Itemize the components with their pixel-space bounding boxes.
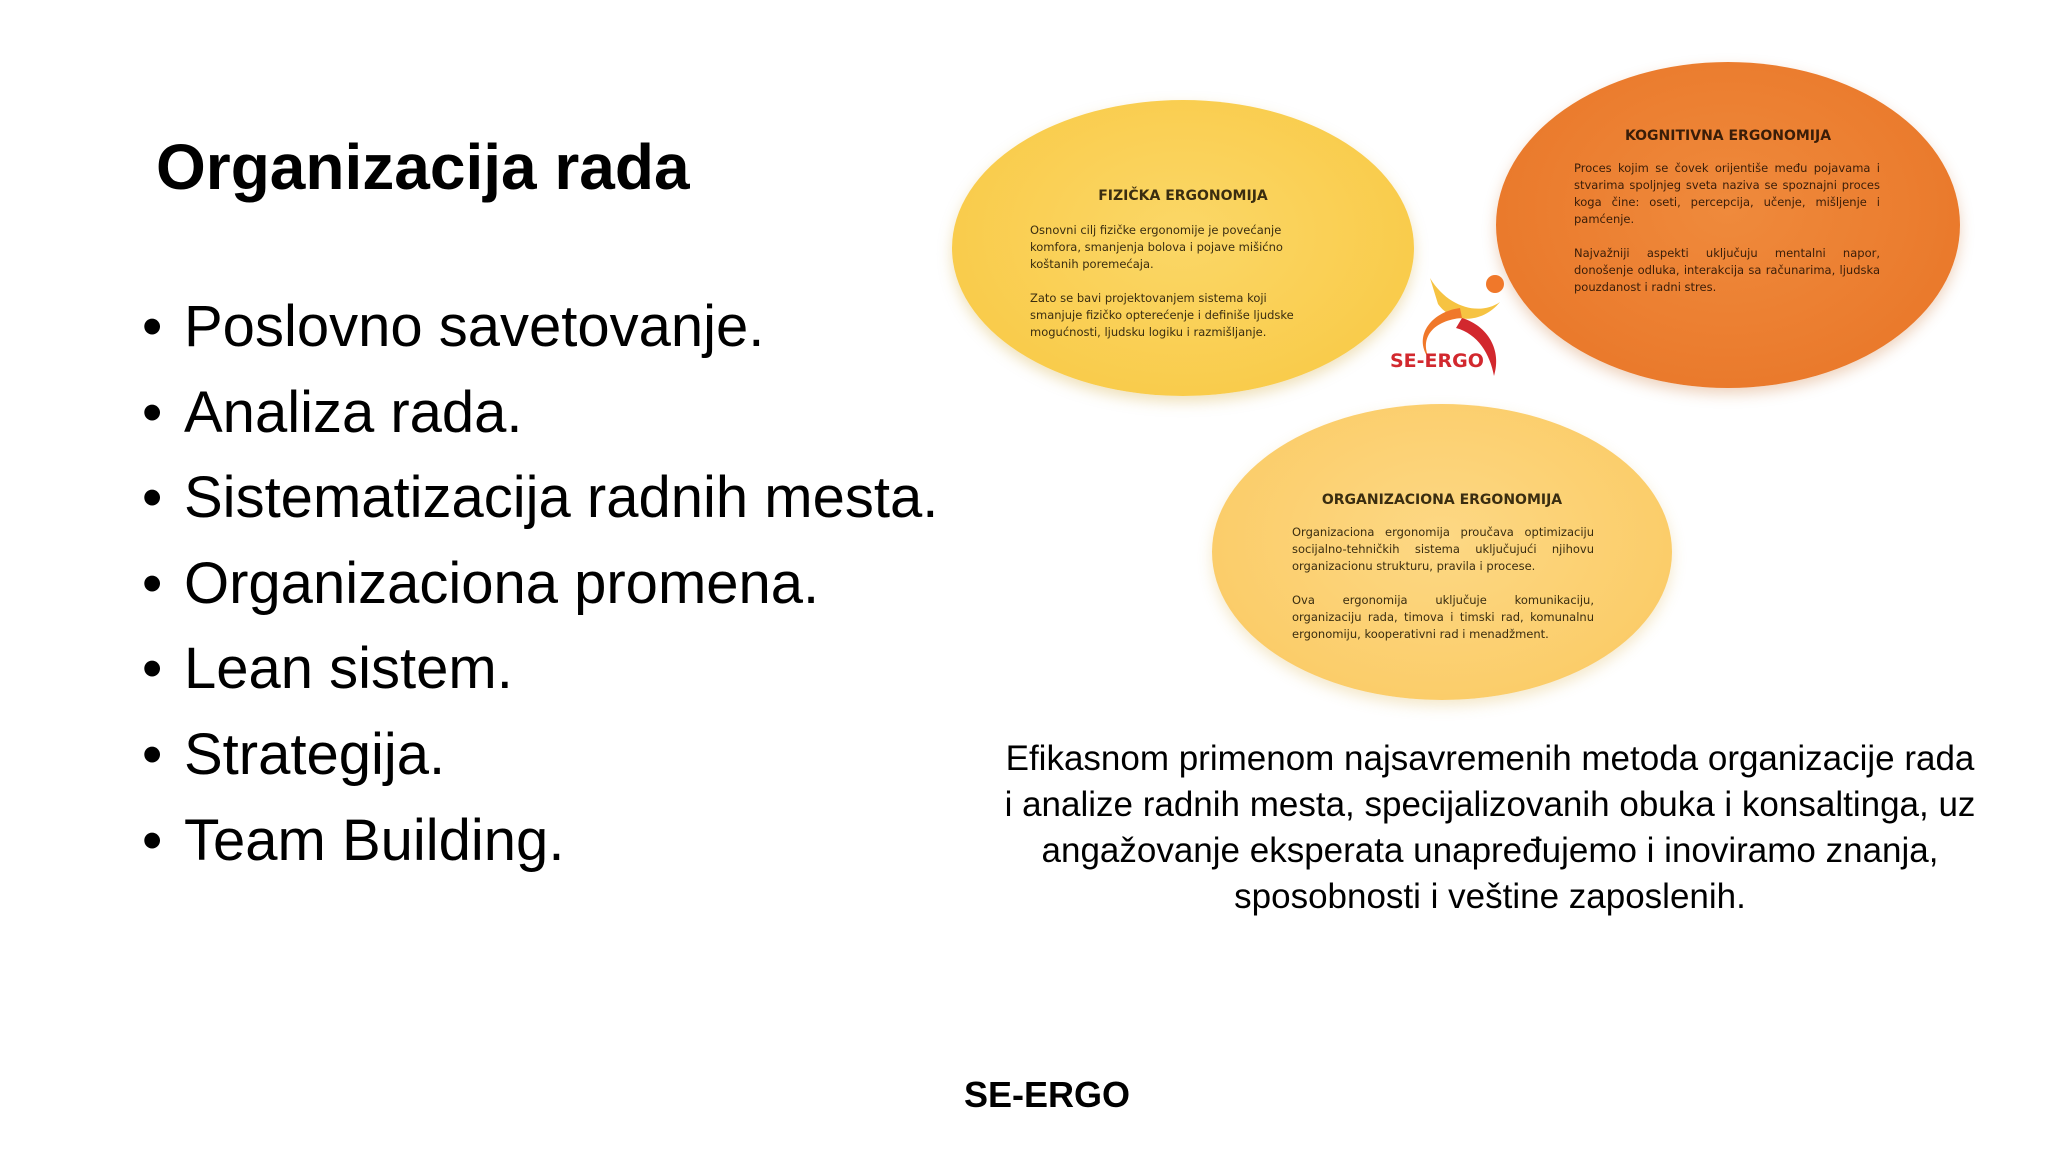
kognitivna-ergonomija-ellipse xyxy=(1496,62,1960,388)
bullet-item xyxy=(142,541,952,627)
ellipse-heading: ORGANIZACIONA ERGONOMIJA xyxy=(1321,492,1563,508)
ergonomics-diagram xyxy=(940,56,1980,712)
bullet-item xyxy=(142,284,952,370)
bullet-dot: • xyxy=(142,465,163,531)
bullet-dot: • xyxy=(142,379,163,445)
bullet-dot: • xyxy=(142,294,163,359)
bullet-item xyxy=(142,712,952,798)
ellipse-body xyxy=(1574,160,1880,313)
ellipse-paragraph: Najvažniji aspekti uključuju mentalni napor, donošenje odluka, interakcija sa računarima, ljudska pouzdanost i radni stres. xyxy=(1574,246,1880,294)
bullet-text: Sistematizacija radnih mesta. xyxy=(184,465,939,531)
bullet-list xyxy=(142,284,952,883)
bullet-dot: • xyxy=(142,721,163,787)
ellipse-body xyxy=(1030,222,1320,358)
fizicka-ergonomija-ellipse xyxy=(952,100,1414,396)
ellipse-paragraph: Zato se bavi projektovanjem sistema koji smanjuje fizičko opterećenje i definiše ljudske mogućnosti, ljudsku logiku i razmišljanje. xyxy=(1030,291,1294,339)
bullet-text: Organizaciona promena. xyxy=(184,550,820,616)
slide-title: Organizacija rada xyxy=(156,131,690,203)
bullet-dot: • xyxy=(142,550,163,616)
bullet-item xyxy=(142,455,952,541)
bullet-dot: • xyxy=(142,636,163,702)
bullet-text: Lean sistem. xyxy=(184,636,513,702)
ellipse-paragraph: Proces kojim se čovek orijentiše među pojavama i stvarima spoljnjeg sveta naziva se spoznajni proces koga čine: oseti, percepcija, učenje, mišljenje i pamćenje. xyxy=(1574,161,1880,226)
bullet-item xyxy=(142,798,952,884)
bullet-text: Poslovno savetovanje. xyxy=(184,294,765,359)
bullet-text: Strategija. xyxy=(184,721,446,787)
ellipse-heading: KOGNITIVNA ERGONOMIJA xyxy=(1624,128,1832,144)
ellipse-paragraph: Ova ergonomija uključuje komunikaciju, organizaciju rada, timova i timski rad, komunalnu ergonomiju, kooperativni rad i menadžment. xyxy=(1292,593,1594,641)
bullet-item xyxy=(142,626,952,712)
se-ergo-logo xyxy=(1390,268,1520,388)
ellipse-paragraph: Organizaciona ergonomija proučava optimizaciju socijalno-tehničkih sistema uključujući njihovu organizacionu strukturu, pravila i procese. xyxy=(1292,525,1594,573)
ellipse-heading: FIZIČKA ERGONOMIJA xyxy=(1098,188,1268,204)
caption-text: Efikasnom primenom najsavremenih metoda organizacije rada i analize radnih mesta, specijalizovanih obuka i konsaltinga, uz angažovanje eksperata unapređujemo i inoviramo znanja, sposobnosti i veštine zaposlenih. xyxy=(1004,739,1976,916)
bullet-text: Team Building. xyxy=(184,807,565,873)
ellipse-paragraph: Osnovni cilj fizičke ergonomije je povećanje komfora, smanjenja bolova i pojave mišićno koštanih poremećaja. xyxy=(1030,223,1283,271)
organizaciona-ergonomija-ellipse xyxy=(1212,404,1672,700)
logo-text: SE-ERGO xyxy=(1390,350,1484,372)
ellipse-body xyxy=(1292,524,1594,660)
bullet-item xyxy=(142,370,952,456)
bullet-dot: • xyxy=(142,807,163,873)
bullet-text: Analiza rada. xyxy=(184,379,523,445)
footer-label: SE-ERGO xyxy=(964,1074,1131,1115)
